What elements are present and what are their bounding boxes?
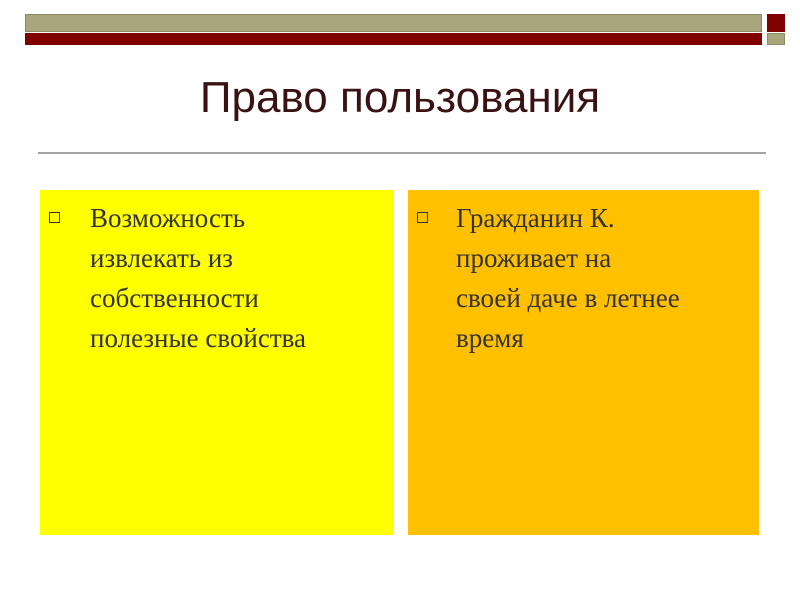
hollow-square-bullet-icon: [49, 212, 60, 223]
right-box-text: Гражданин К. проживает на своей даче в летнее время: [456, 203, 680, 353]
header-square-olive: [767, 33, 785, 45]
left-box-text: Возможность извлекать из собственности полезные свойства: [90, 203, 307, 353]
title-divider: [38, 152, 766, 154]
header-square-maroon: [767, 14, 785, 32]
slide-title: Право пользования: [199, 73, 601, 122]
header-bar-olive: [25, 14, 762, 32]
right-content-box: [408, 190, 759, 535]
left-content-box: [40, 190, 394, 535]
hollow-square-bullet-icon: [417, 212, 428, 223]
header-bar-maroon: [25, 33, 762, 45]
